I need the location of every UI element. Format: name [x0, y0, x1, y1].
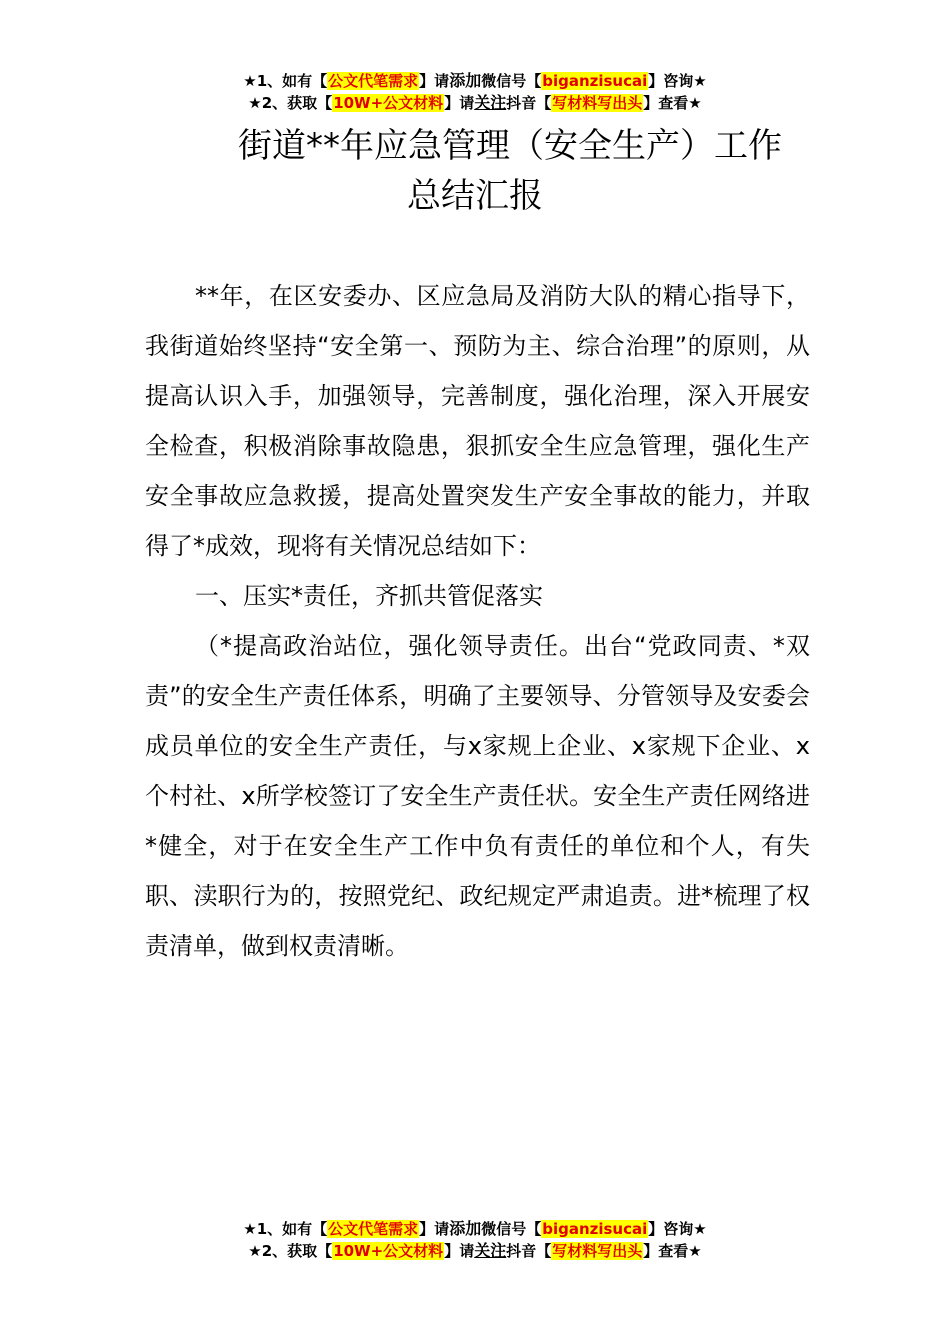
- banner-text: 】请: [419, 72, 450, 90]
- banner-text: 抖音【: [506, 1242, 552, 1260]
- highlight-douyin: 写材料写出头: [552, 94, 643, 112]
- banner-text: 】请: [444, 94, 475, 112]
- banner-text: ★1、如有【: [243, 72, 328, 90]
- banner-emphasis: 关注: [474, 1241, 507, 1260]
- banner-line-2: [0, 92, 950, 114]
- banner-emphasis: 添加: [449, 71, 482, 90]
- highlight-service: 公文代笔需求: [328, 1220, 419, 1238]
- banner-line-2: [0, 1240, 950, 1262]
- banner-line-1: [0, 70, 950, 92]
- banner-text: 】咨询★: [648, 72, 707, 90]
- banner-line-1: [0, 1218, 950, 1240]
- banner-emphasis: 关注: [474, 93, 507, 112]
- document-body: [145, 271, 810, 971]
- highlight-materials: 10W+公文材料: [333, 94, 444, 112]
- section-heading: 一、压实*责任，齐抓共管促落实: [195, 582, 543, 610]
- banner-text: 】请: [419, 1220, 450, 1238]
- banner-text: 】查看★: [643, 94, 702, 112]
- paragraph-responsibility: （*提高政治站位，强化领导责任。出台“党政同责、*双责”的安全生产责任体系，明确了主要领导、分管领导及安委会成员单位的安全生产责任，与x家规上企业、x家规下企业、x个村社、x所学校签订了安全生产责任状。安全生产责任网络进*健全，对于在安全生产工作中负有责任的单位和个人，有失职、渎职行为的，按照党纪、政纪规定严肃追责。进*梳理了权责清单，做到权责清晰。: [145, 632, 810, 960]
- banner-text: 微信号【: [481, 1220, 542, 1238]
- banner-text: 】请: [444, 1242, 475, 1260]
- banner-text: 】查看★: [643, 1242, 702, 1260]
- banner-emphasis: 添加: [449, 1219, 482, 1238]
- paragraph-intro: **年，在区安委办、区应急局及消防大队的精心指导下，我街道始终坚持“安全第一、预防为主、综合治理”的原则，从提高认识入手，加强领导，完善制度，强化治理，深入开展安全检查，积极消除事故隐患，狠抓安全生应急管理，强化生产安全事故应急救援，提高处置突发生产安全事故的能力，并取得了*成效，现将有关情况总结如下：: [145, 282, 810, 560]
- banner-text: ★2、获取【: [248, 94, 333, 112]
- banner-text: 】咨询★: [648, 1220, 707, 1238]
- footer-banner: [0, 1218, 950, 1262]
- highlight-materials: 10W+公文材料: [333, 1242, 444, 1260]
- document-title-line-1: 街道**年应急管理（安全生产）工作: [238, 126, 782, 166]
- highlight-wechat-id: biganzisucai: [542, 72, 648, 90]
- banner-text: ★2、获取【: [248, 1242, 333, 1260]
- highlight-service: 公文代笔需求: [328, 72, 419, 90]
- banner-text: 微信号【: [481, 72, 542, 90]
- highlight-douyin: 写材料写出头: [552, 1242, 643, 1260]
- document-title-line-2: 总结汇报: [407, 176, 543, 216]
- header-banner: [0, 70, 950, 114]
- highlight-wechat-id: biganzisucai: [542, 1220, 648, 1238]
- banner-text: 抖音【: [506, 94, 552, 112]
- banner-text: ★1、如有【: [243, 1220, 328, 1238]
